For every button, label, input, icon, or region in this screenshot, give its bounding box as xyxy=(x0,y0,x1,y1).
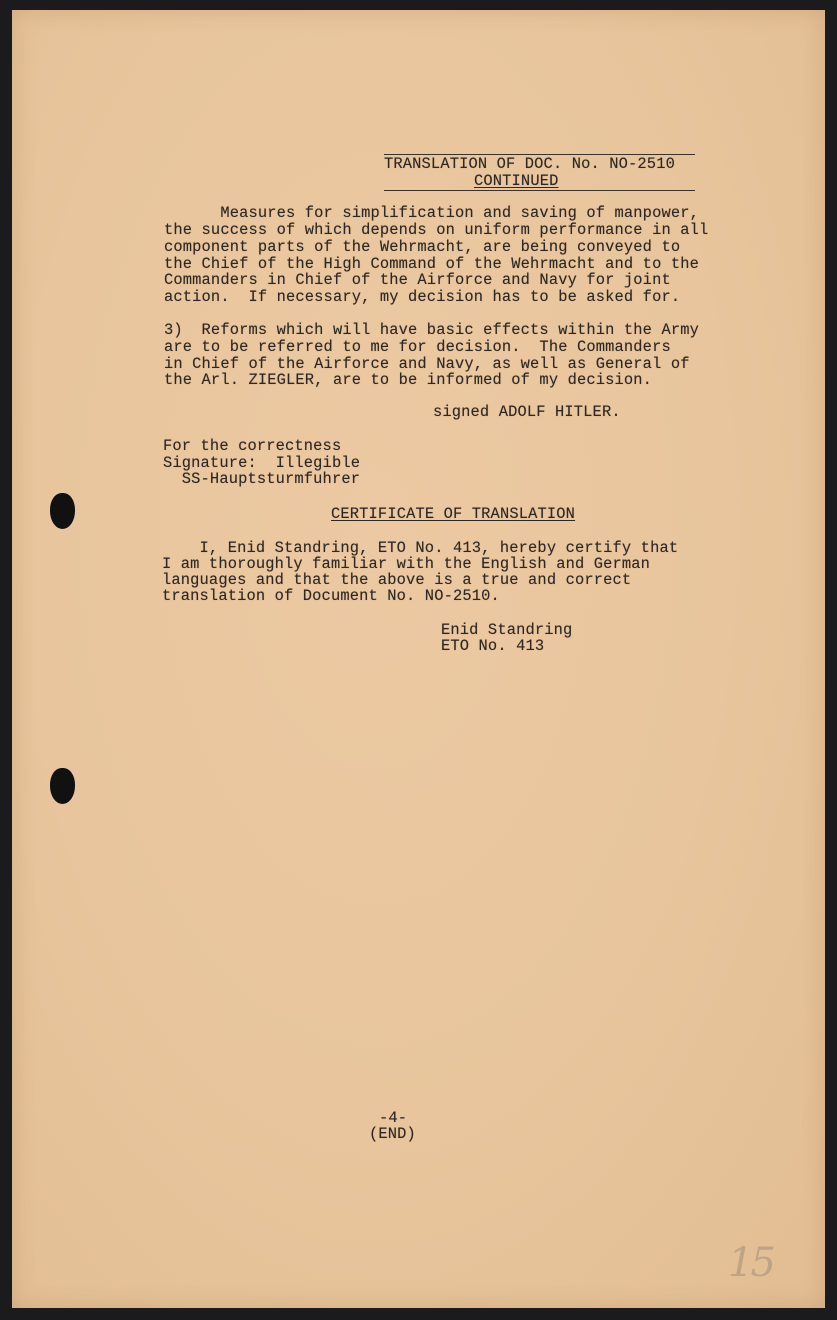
text-line: languages and that the above is a true and correct xyxy=(162,571,632,589)
text-line: are to be referred to me for decision. The Commanders xyxy=(164,338,671,356)
translator-name: Enid Standring xyxy=(441,621,573,639)
pencil-page-mark: 15 xyxy=(728,1240,773,1286)
certificate-title: CERTIFICATE OF TRANSLATION xyxy=(331,505,576,523)
header-continued: CONTINUED xyxy=(474,172,559,190)
text-line: Measures for simplification and saving of manpower, xyxy=(164,204,699,222)
text-line: the success of which depends on uniform performance in all xyxy=(164,221,709,239)
text-line: the Chief of the High Command of the Wehrmacht and to the xyxy=(164,255,699,273)
rank-line: SS-Hauptsturmfuhrer xyxy=(163,470,361,488)
binder-hole-bottom xyxy=(50,768,75,804)
text-line: translation of Document No. NO-2510. xyxy=(162,587,500,605)
end-mark: (END) xyxy=(369,1125,416,1143)
text-line: 3) Reforms which will have basic effects within the Army xyxy=(164,321,699,339)
page-number: -4- xyxy=(379,1109,408,1127)
binder-hole-top xyxy=(50,493,75,529)
signed-line: signed ADOLF HITLER. xyxy=(433,403,621,421)
header-title: TRANSLATION OF DOC. No. NO-2510 xyxy=(384,155,675,173)
signature-line: Signature: Illegible xyxy=(163,454,361,472)
text-line: action. If necessary, my decision has to be asked for. xyxy=(164,288,681,306)
translator-id: ETO No. 413 xyxy=(441,637,545,655)
text-line: component parts of the Wehrmacht, are being conveyed to xyxy=(164,238,681,256)
text-line: in Chief of the Airforce and Navy, as well as General of xyxy=(164,355,690,373)
text-line: I am thoroughly familiar with the English and German xyxy=(162,555,651,573)
header-bottom-rule xyxy=(384,190,695,191)
correctness-line: For the correctness xyxy=(163,437,342,455)
text-line: Commanders in Chief of the Airforce and Navy for joint xyxy=(164,271,671,289)
text-line: the Arl. ZIEGLER, are to be informed of my decision. xyxy=(164,371,653,389)
text-line: I, Enid Standring, ETO No. 413, hereby certify that xyxy=(162,539,679,557)
